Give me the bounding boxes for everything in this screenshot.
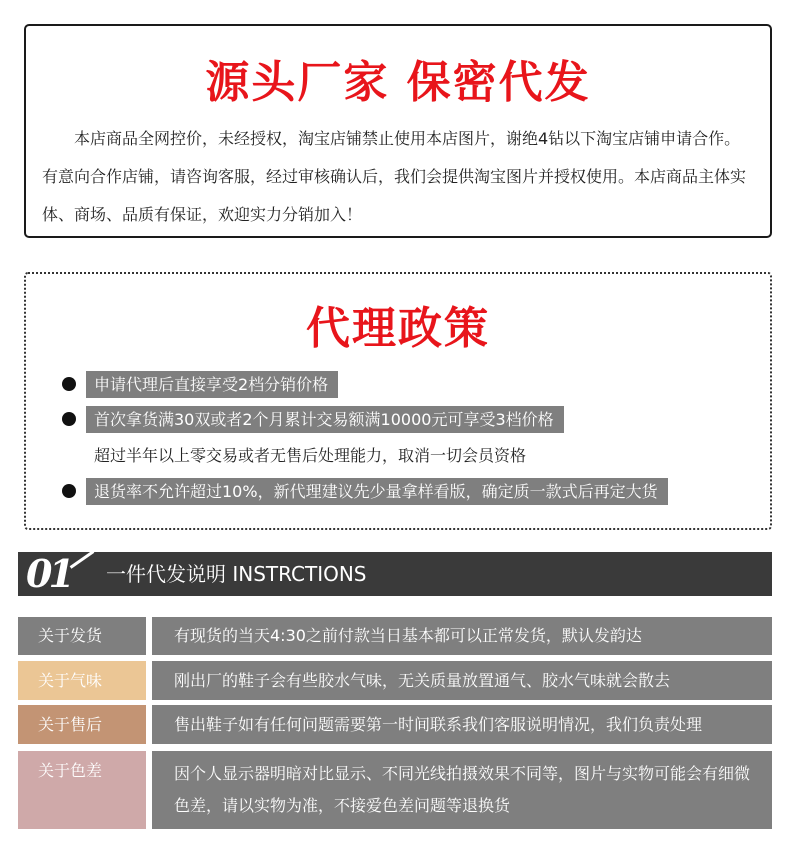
bullet-icon: [62, 377, 76, 391]
notice-title: 源头厂家 保密代发: [205, 57, 591, 108]
row-label: 关于售后: [18, 705, 146, 744]
row-text: 售出鞋子如有任何问题需要第一时间联系我们客服说明情况，我们负责处理: [152, 705, 772, 744]
row-text: 有现货的当天4:30之前付款当日基本都可以正常发货，默认发韵达: [152, 617, 772, 655]
info-row: [18, 705, 772, 744]
row-label: 关于发货: [18, 617, 146, 655]
policy-box: [24, 272, 772, 530]
row-text: 刚出厂的鞋子会有些胶水气味，无关质量放置通气、胶水气味就会散去: [152, 661, 772, 700]
row-text: 因个人显示器明暗对比显示、不同光线拍摄效果不同等，图片与实物可能会有细微色差，请以实物为准，不接爱色差问题等退换货: [152, 751, 772, 829]
policy-item-text: 退货率不允许超过10%，新代理建议先少量拿样看版，确定质一款式后再定大货: [86, 478, 668, 505]
policy-item-text: 申请代理后直接享受2档分销价格: [86, 371, 338, 398]
row-label: 关于气味: [18, 661, 146, 700]
policy-title: 代理政策: [306, 303, 490, 354]
info-row: [18, 617, 772, 655]
policy-item-text: 超过半年以上零交易或者无售后处理能力，取消一切会员资格: [94, 446, 527, 465]
section-number: 01: [26, 551, 71, 596]
policy-item-text: 首次拿货满30双或者2个月累计交易额满10000元可享受3档价格: [86, 406, 564, 433]
section-title: 一件代发说明 INSTRCTIONS: [106, 562, 367, 586]
info-row: [18, 661, 772, 700]
info-row: [18, 751, 772, 829]
notice-body: 本店商品全网控价，未经授权，淘宝店铺禁止使用本店图片，谢绝4钻以下淘宝店铺申请合作。有意向合作店铺，请咨询客服，经过审核确认后，我们会提供淘宝图片并授权使用。本店商品主体实体、商场、品质有保证，欢迎实力分销加入！: [42, 129, 747, 224]
notice-box: [24, 24, 772, 238]
bullet-icon: [62, 412, 76, 426]
section-header: [18, 552, 772, 596]
row-label: 关于色差: [18, 751, 146, 829]
bullet-icon: [62, 484, 76, 498]
slash-decoration: [70, 550, 95, 569]
